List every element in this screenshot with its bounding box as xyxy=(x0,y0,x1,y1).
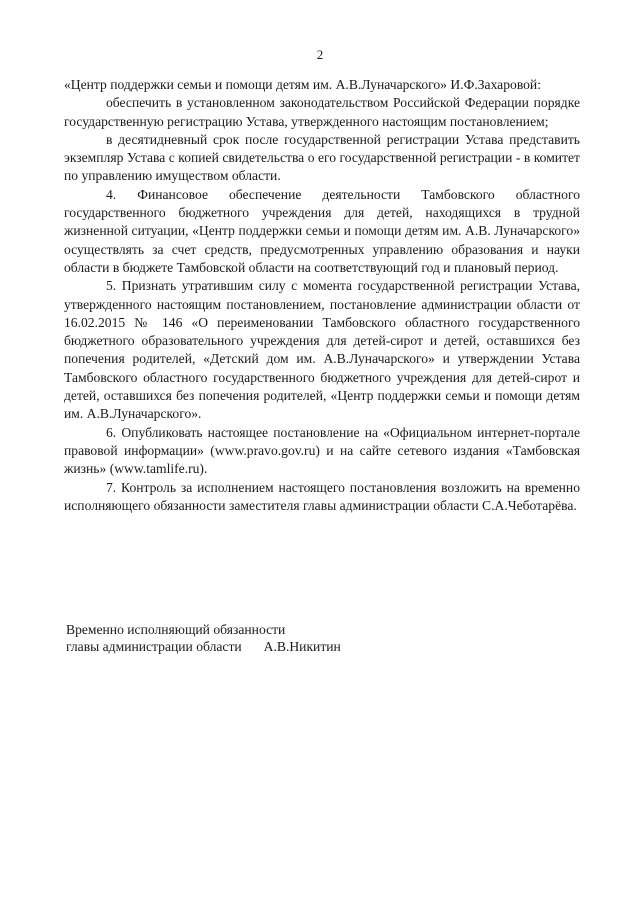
paragraph-recipient: «Центр поддержки семьи и помощи детям им. А.В.Луначарского» И.Ф.Захаровой: xyxy=(64,77,541,92)
paragraph-item-7-control: 7. Контроль за исполнением настоящего постановления возложить на временно исполняющего обязанности заместителя главы администрации области С.А.Чеботарёва. xyxy=(64,479,580,513)
signatory-title-text: главы администрации области xyxy=(66,639,242,654)
paragraph-submit-charter: в десятидневный срок после государственной регистрации Устава представить экземпляр Устава с копией свидетельства о его государственной регистрации - в комитет по управлению имуществом области. xyxy=(64,131,580,184)
paragraph-item-5-repeal: 5. Признать утратившим силу с момента государственной регистрации Устава, утвержденного настоящим постановлением, постановление администрации области от 16.02.2015 № 146 «О переименовании Тамбовского областного государственного бюджетного образовательного учреждения для детей-сирот и детей, оставшихся без попечения родителей, «Детский дом им. А.В.Луначарского» и утверждении Устава Тамбовского областного государственного бюджетного учреждения для детей-сирот и детей, оставшихся без попечения родителей, «Центр поддержки семьи и помощи детям им. А.В.Луначарского». xyxy=(64,278,580,422)
paragraph-item-6-publish: 6. Опубликовать настоящее постановление на «Официальном интернет-портале правовой информации» (www.pravo.gov.ru) и на сайте сетевого издания «Тамбовская жизнь» (www.tamlife.ru). xyxy=(64,424,580,477)
signatory-title-line-2 xyxy=(66,638,546,655)
signature-block xyxy=(66,621,546,655)
paragraph-item-4-financing: 4. Финансовое обеспечение деятельности Тамбовского областного государственного бюджетного учреждения для детей, находящихся в трудной жизненной ситуации, «Центр поддержки семьи и помощи детям им. А.В. Луначарского» осуществлять за счет средств, предусмотренных управлению образования и науки области в бюджете Тамбовской области на соответствующий год и плановый период. xyxy=(64,186,580,275)
signatory-name: А.В.Никитин xyxy=(263,639,341,654)
page-number: 2 xyxy=(316,47,324,62)
paragraph-registration: обеспечить в установленном законодательством Российской Федерации порядке государственную регистрацию Устава, утвержденного настоящим постановлением; xyxy=(64,95,580,129)
document-body xyxy=(64,76,580,515)
signatory-title-line-1: Временно исполняющий обязанности xyxy=(66,622,286,637)
